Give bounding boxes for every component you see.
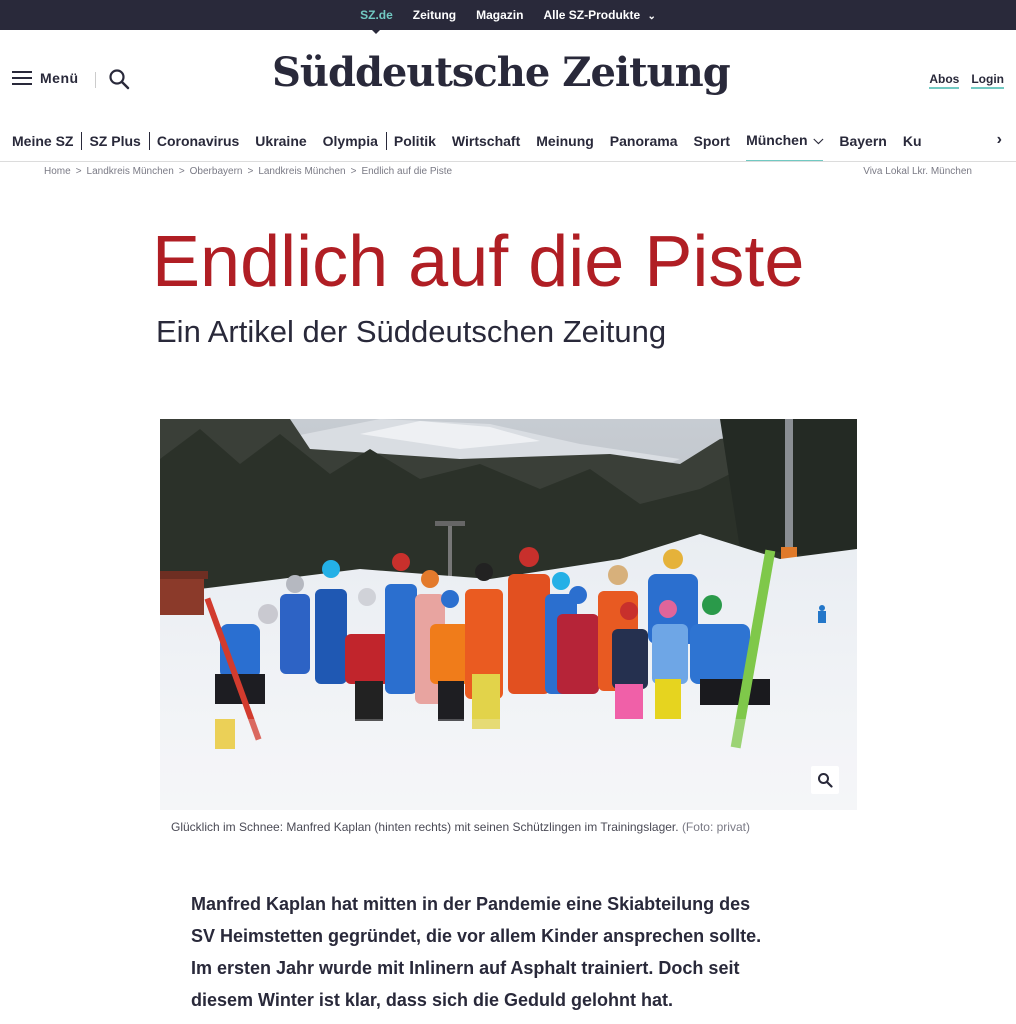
topbar-link-alle-produkte-label: Alle SZ-Produkte [543, 8, 641, 22]
chevron-right-icon[interactable]: › [993, 131, 1002, 149]
nav-item-coronavirus[interactable]: Coronavirus [156, 132, 240, 149]
nav-item-bayern[interactable]: Bayern [839, 132, 887, 149]
lead-line: SV Heimstetten gegründet, die vor allem Kinder ansprechen sollte. [191, 926, 762, 946]
site-logo[interactable]: Süddeutsche Zeitung [272, 49, 730, 96]
topbar-link-alle-produkte[interactable] [543, 8, 655, 22]
breadcrumb-separator: > [247, 166, 254, 177]
nav-item-olympia[interactable]: Olympia [323, 120, 378, 162]
breadcrumb-separator: > [350, 166, 357, 177]
article-photo[interactable] [160, 419, 857, 810]
main-navigation [0, 120, 1016, 162]
nav-item-muenchen[interactable] [746, 120, 823, 162]
nav-item-sz-plus[interactable]: SZ Plus [89, 120, 140, 162]
nav-item-wirtschaft[interactable]: Wirtschaft [451, 132, 521, 149]
search-button[interactable] [108, 68, 130, 90]
photo-caption [171, 820, 750, 834]
lead-line: Manfred Kaplan hat mitten in der Pandemie eine Skiabteilung des [191, 894, 751, 914]
nav-item-muenchen-label: München [746, 131, 808, 148]
login-link[interactable]: Login [971, 72, 1004, 89]
lead-line: Im ersten Jahr wurde mit Inlinern auf Asphalt trainiert. Doch seit [191, 958, 740, 978]
top-bar [0, 0, 1016, 30]
breadcrumb [44, 166, 452, 177]
breadcrumb-current: Endlich auf die Piste [361, 166, 453, 177]
menu-label: Menü [40, 70, 79, 86]
search-icon [108, 68, 130, 90]
breadcrumb-separator: > [178, 166, 185, 177]
chevron-down-icon: ⌵ [813, 131, 824, 147]
photo-credit: (Foto: privat) [681, 820, 750, 834]
nav-item-panorama[interactable]: Panorama [609, 132, 678, 149]
breadcrumb-item[interactable]: Landkreis München [86, 166, 174, 177]
nav-item-politik[interactable]: Politik [393, 132, 436, 149]
magnifier-icon [817, 772, 833, 788]
breadcrumb-item[interactable]: Home [44, 166, 71, 177]
breadcrumb-item[interactable]: Landkreis München [258, 166, 346, 177]
chevron-down-icon: ⌄ [647, 11, 656, 22]
ski-group-photo [160, 419, 857, 810]
caption-text: Glücklich im Schnee: Manfred Kaplan (hinten rechts) mit seinen Schützlingen im Trainingslager. [171, 820, 679, 834]
site-header [0, 30, 1016, 120]
abos-link[interactable]: Abos [929, 72, 959, 89]
header-account-links [929, 72, 1004, 89]
article-title: Endlich auf die Piste [152, 222, 805, 302]
region-label[interactable]: Viva Lokal Lkr. München [863, 166, 972, 177]
menu-button[interactable] [12, 70, 79, 86]
zoom-button[interactable] [811, 766, 839, 794]
nav-item-ukraine[interactable]: Ukraine [255, 132, 307, 149]
article-subtitle: Ein Artikel der Süddeutschen Zeitung [156, 314, 667, 349]
hamburger-icon [12, 71, 32, 85]
lead-line: diesem Winter ist klar, dass sich die Geduld gelohnt hat. [191, 990, 673, 1010]
nav-item-meinung[interactable]: Meinung [536, 132, 594, 149]
breadcrumb-separator: > [75, 166, 82, 177]
article-lead [191, 888, 831, 1016]
topbar-link-sz-de[interactable]: SZ.de [360, 8, 393, 22]
topbar-link-zeitung[interactable]: Zeitung [412, 8, 457, 22]
breadcrumb-item[interactable]: Oberbayern [189, 166, 243, 177]
header-divider [95, 72, 96, 88]
nav-item-kultur[interactable]: Ku [902, 132, 922, 149]
nav-item-meine-sz[interactable]: Meine SZ [12, 120, 73, 162]
nav-item-sport[interactable]: Sport [693, 132, 731, 149]
topbar-link-magazin[interactable]: Magazin [476, 8, 524, 22]
